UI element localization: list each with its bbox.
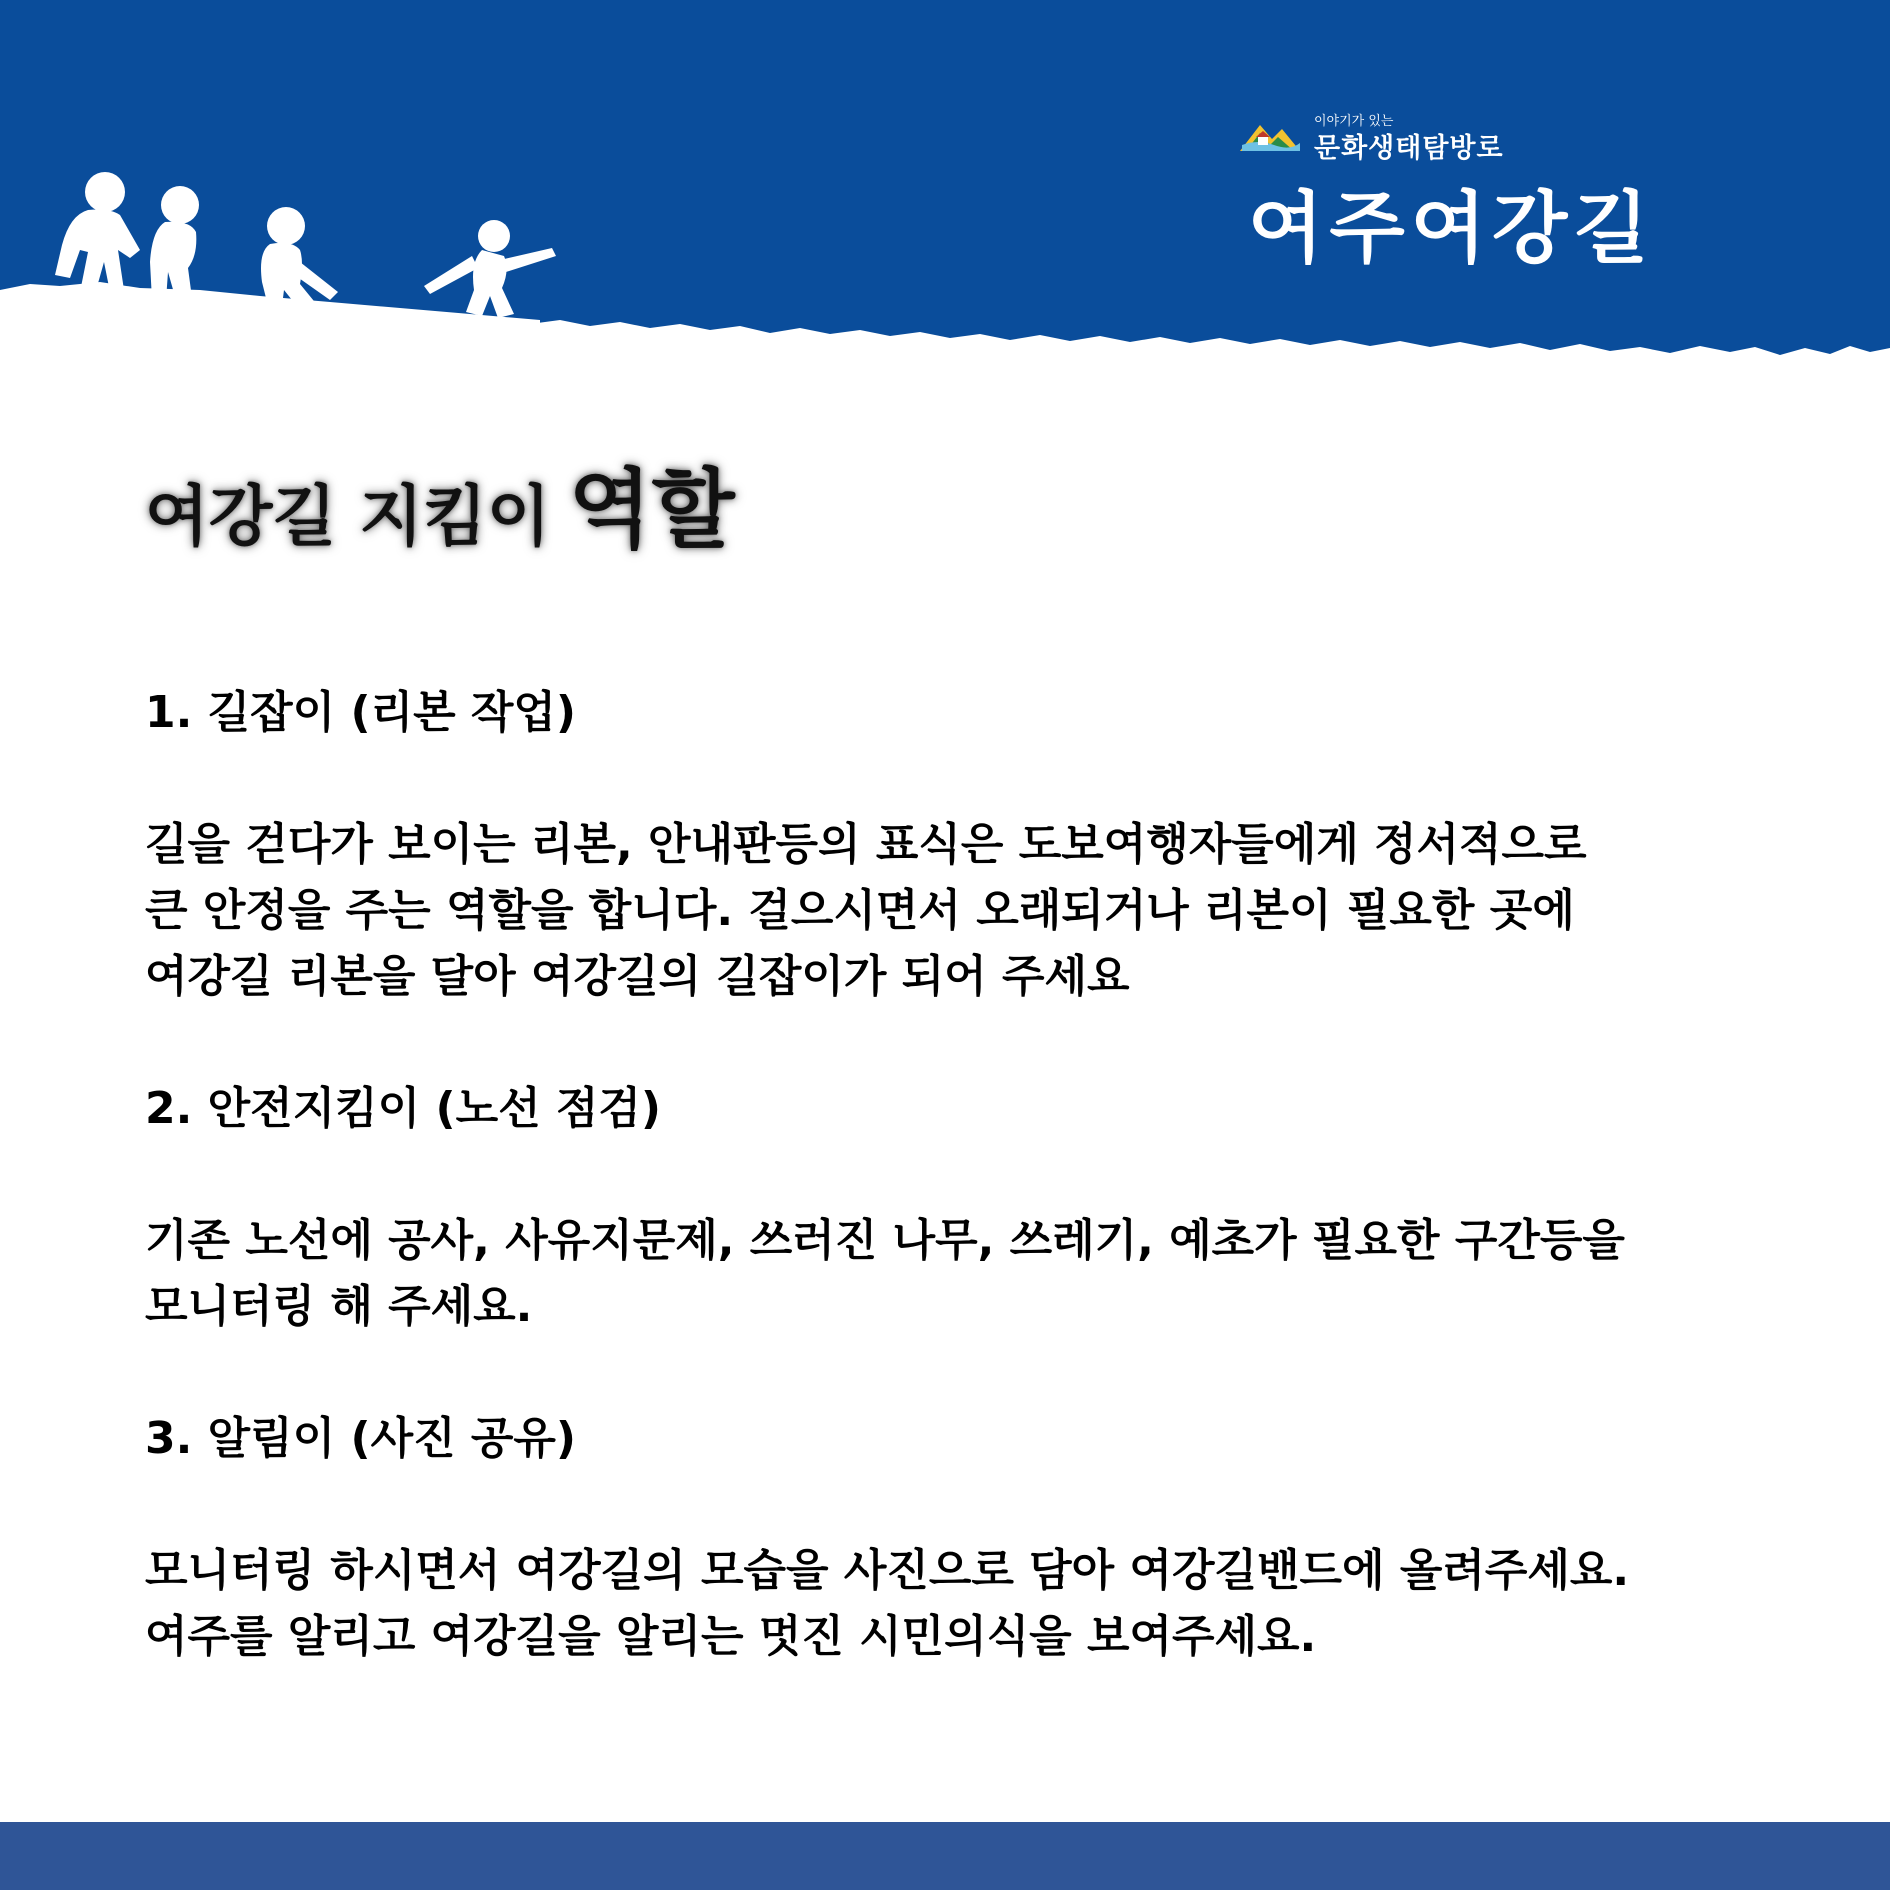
paragraph-line: 여강길 리본을 달아 여강길의 길잡이가 되어 주세요	[145, 951, 1130, 1002]
section-title: 3. 알림이 (사진 공유)	[145, 1413, 577, 1464]
paragraph-line: 모니터링 해 주세요.	[145, 1281, 533, 1332]
section-paragraph	[145, 1208, 1765, 1340]
footer-bar	[0, 1822, 1890, 1890]
page-title-main: 여강길 지킴이	[145, 478, 551, 555]
paragraph-line: 기존 노선에 공사, 사유지문제, 쓰러진 나무, 쓰레기, 예초가 필요한 구간등을	[145, 1215, 1625, 1266]
page-title	[145, 440, 735, 564]
paragraph-line: 길을 걷다가 보이는 리본, 안내판등의 표식은 도보여행자들에게 정서적으로	[145, 819, 1587, 870]
section-title: 2. 안전지킴이 (노선 점검)	[145, 1083, 662, 1134]
paragraph-line: 여주를 알리고 여강길을 알리는 멋진 시민의식을 보여주세요.	[145, 1611, 1317, 1662]
section-title: 1. 길잡이 (리본 작업)	[145, 687, 577, 738]
logo-tagline: 문화생태탐방로	[1314, 133, 1504, 164]
section-paragraph	[145, 812, 1765, 1010]
paragraph-line: 큰 안정을 주는 역할을 합니다. 걸으시면서 오래되거나 리본이 필요한 곳에	[145, 885, 1575, 936]
header-banner	[0, 0, 1890, 370]
content-body	[145, 680, 1765, 1670]
logo	[1238, 112, 1798, 274]
logo-title: 여주여강길	[1248, 184, 1655, 274]
paragraph-line: 모니터링 하시면서 여강길의 모습을 사진으로 담아 여강길밴드에 올려주세요.	[145, 1545, 1630, 1596]
mountain-river-emblem-icon	[1238, 115, 1302, 155]
section-paragraph	[145, 1538, 1765, 1670]
page-title-emphasis: 역할	[568, 460, 735, 560]
logo-tagline-small: 이야기가 있는	[1314, 114, 1394, 129]
